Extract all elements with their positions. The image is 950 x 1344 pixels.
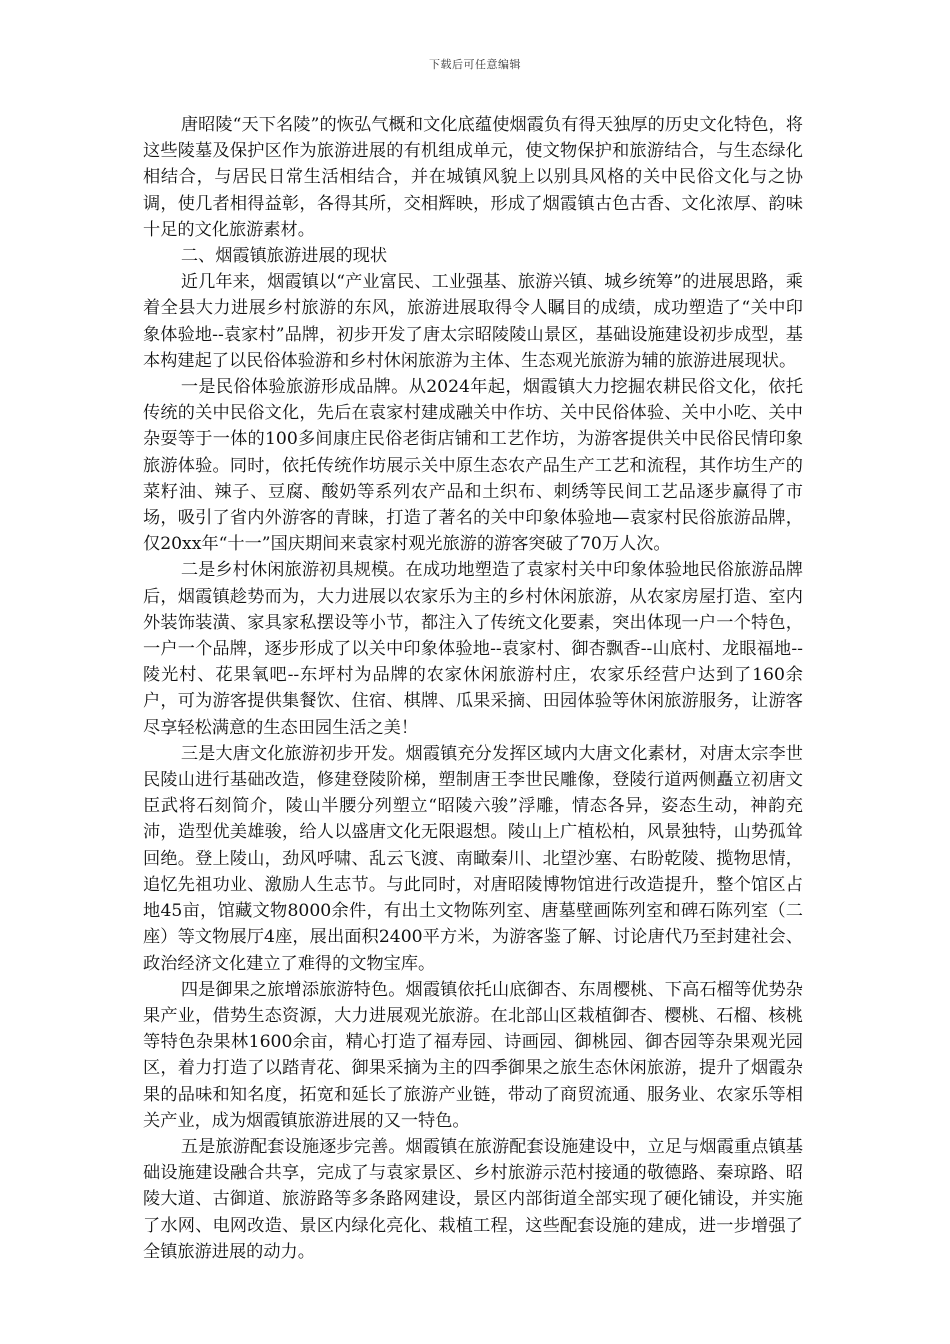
paragraph-intro: 唐昭陵“天下名陵”的恢弘气概和文化底蕴使烟霞负有得天独厚的历史文化特色，将这些陵墓及保护区作为旅游进展的有机组成单元，使文物保护和旅游结合，与生态绿化相结合，与居民日常生活相结合，并在城镇风貌上以别具风格的关中民俗文化与之协调，使几者相得益彰，各得其所，交相辉映，形成了烟霞镇古色古香、文化浓厚、韵味十足的文化旅游素材。 [143, 115, 803, 240]
paragraph-rural-leisure: 二是乡村休闲旅游初具规模。在成功地塑造了袁家村关中印象体验地民俗旅游品牌后，烟霞镇趁势而为，大力进展以农家乐为主的乡村休闲旅游，从农家房屋打造、室内外装饰装潢、家具家私摆设等小节，都注入了传统文化要素，突出体现一户一个特色，一户一个品牌，逐步形成了以关中印象体验地--袁家村、御杏飘香--山底村、龙眼福地--陵光村、花果氧吧--东坪村为品牌的农家休闲旅游村庄，农家乐经营户达到了160余户，可为游客提供集餐饮、住宿、棋牌、瓜果采摘、田园体验等休闲旅游服务，让游客尽享轻松满意的生态田园生活之美！ [143, 560, 803, 738]
paragraph-fruit-tour: 四是御果之旅增添旅游特色。烟霞镇依托山底御杏、东周樱桃、下高石榴等优势杂果产业，借势生态资源，大力进展观光旅游。在北部山区栽植御杏、樱桃、石榴、核桃等特色杂果林1600余亩，精心打造了福寿园、诗画园、御桃园、御杏园等杂果观光园区，着力打造了以踏青花、御果采摘为主的四季御果之旅生态休闲旅游，提升了烟霞杂果的品味和知名度，拓宽和延长了旅游产业链，带动了商贸流通、服务业、农家乐等相关产业，成为烟霞镇旅游进展的又一特色。 [143, 979, 803, 1131]
paragraph-facilities: 五是旅游配套设施逐步完善。烟霞镇在旅游配套设施建设中，立足与烟霞重点镇基础设施建设融合共享，完成了与袁家景区、乡村旅游示范村接通的敬德路、秦琼路、昭陵大道、古御道、旅游路等多条路网建设，景区内部街道全部实现了硬化铺设，并实施了水网、电网改造、景区内绿化亮化、栽植工程，这些配套设施的建成，进一步增强了全镇旅游进展的动力。 [143, 1136, 803, 1262]
paragraph-tang-culture: 三是大唐文化旅游初步开发。烟霞镇充分发挥区域内大唐文化素材，对唐太宗李世民陵山进行基础改造，修建登陵阶梯，塑制唐王李世民雕像，登陵行道两侧矗立初唐文臣武将石刻简介，陵山半腰分列塑立“昭陵六骏”浮雕，情态各异，姿态生动，神韵充沛，造型优美雄骏，给人以盛唐文化无限遐想。陵山上广植松柏，风景独特，山势孤耸回绝。登上陵山，劲风呼啸、乱云飞渡、南瞰秦川、北望沙塞、右盼乾陵、揽物思情，追忆先祖功业、激励人生志节。与此同时，对唐昭陵博物馆进行改造提升，整个馆区占地45亩，馆藏文物8000余件，有出土文物陈列室、唐墓壁画陈列室和碑石陈列室（二座）等文物展厅4座，展出面积2400平方米，为游客鉴了解、讨论唐代乃至封建社会、政治经济文化建立了难得的文物宝库。 [143, 743, 803, 974]
paragraph-overview: 近几年来，烟霞镇以“产业富民、工业强基、旅游兴镇、城乡统筹”的进展思路，乘着全县大力进展乡村旅游的东风，旅游进展取得令人瞩目的成绩，成功塑造了“关中印象体验地--袁家村”品牌，初步开发了唐太宗昭陵陵山景区，基础设施建设初步成型，基本构建起了以民俗体验游和乡村休闲旅游为主体、生态观光旅游为辅的旅游进展现状。 [143, 272, 803, 371]
page-header: 下载后可任意编辑 [429, 58, 521, 71]
document-body [143, 112, 803, 1265]
paragraph-folk-tourism: 一是民俗体验旅游形成品牌。从2024年起，烟霞镇大力挖掘农耕民俗文化，依托传统的关中民俗文化，先后在袁家村建成融关中作坊、关中民俗体验、关中小吃、关中杂耍等于一体的100多间康庄民俗老街店铺和工艺作坊，为游客提供关中民俗民情印象旅游体验。同时，依托传统作坊展示关中原生态农产品生产工艺和流程，其作坊生产的菜籽油、辣子、豆腐、酸奶等系列农产品和土织布、刺绣等民间工艺品逐步赢得了市场，吸引了省内外游客的青睐，打造了著名的关中印象体验地—袁家村民俗旅游品牌，仅20xx年“十一”国庆期间来袁家村观光旅游的游客突破了70万人次。 [143, 377, 803, 555]
section-heading: 二、烟霞镇旅游进展的现状 [180, 246, 388, 267]
